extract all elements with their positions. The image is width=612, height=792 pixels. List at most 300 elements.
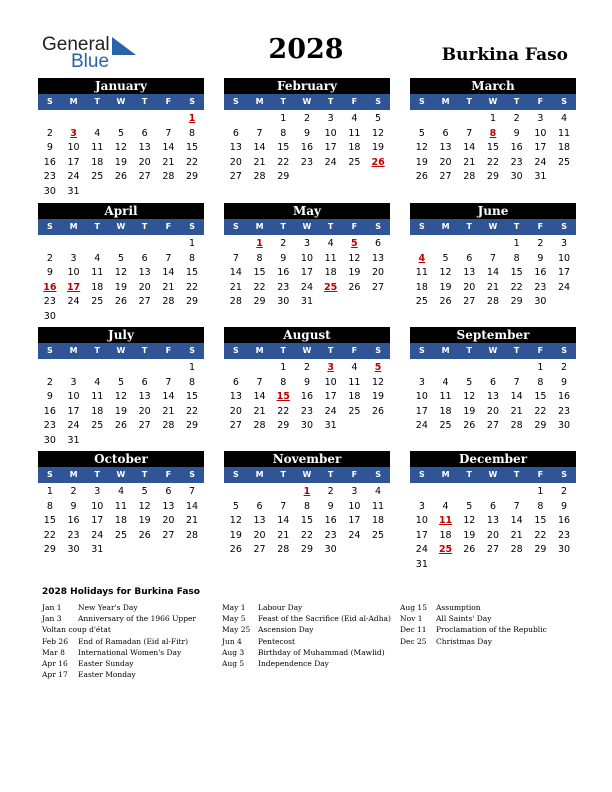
logo-text-blue: Blue	[71, 51, 110, 72]
day-cell: 18	[558, 142, 571, 153]
empty-cell	[133, 112, 157, 127]
day-cell: 28	[162, 420, 175, 431]
day-grid	[38, 361, 204, 448]
day-cell: 23	[67, 529, 80, 541]
day-cell: 6	[141, 127, 148, 139]
day-cell: 1	[280, 362, 287, 373]
holiday-day-cell: 4	[418, 252, 426, 264]
day-cell: 7	[165, 252, 172, 264]
day-cell: 19	[114, 281, 127, 293]
holiday-item	[222, 602, 391, 613]
day-cell: 26	[348, 281, 361, 293]
weekday-label: T	[327, 470, 334, 479]
empty-cell	[410, 237, 434, 252]
holiday-column	[400, 602, 547, 647]
day-cell: 26	[114, 420, 127, 431]
day-cell: 1	[189, 238, 196, 249]
day-cell: 13	[486, 515, 499, 526]
weekday-header	[410, 343, 576, 359]
day-cell: 11	[348, 376, 361, 388]
day-cell: 20	[138, 281, 151, 293]
day-cell: 26	[439, 296, 452, 307]
weekday-label: T	[280, 470, 286, 479]
weekday-label: M	[441, 222, 450, 231]
day-cell: 2	[561, 362, 568, 373]
day-cell: 21	[253, 405, 266, 417]
holiday-name: All Saints' Day	[436, 614, 492, 624]
holiday-item	[222, 636, 391, 647]
day-cell: 29	[510, 296, 523, 307]
day-cell: 21	[253, 156, 266, 168]
day-cell: 1	[46, 486, 53, 497]
day-cell: 9	[280, 252, 287, 264]
day-cell: 9	[70, 500, 77, 512]
weekday-label: T	[327, 346, 334, 355]
day-cell: 11	[91, 267, 104, 278]
day-cell: 10	[67, 391, 80, 402]
holiday-day-cell: 15	[276, 391, 290, 402]
month-august	[224, 327, 390, 434]
day-cell: 27	[372, 281, 385, 293]
weekday-label: W	[488, 346, 498, 355]
day-cell: 18	[439, 529, 452, 541]
day-cell: 22	[510, 281, 523, 293]
day-cell: 20	[229, 156, 242, 168]
weekday-label: S	[189, 470, 195, 479]
day-cell: 22	[253, 281, 266, 293]
day-cell: 28	[253, 420, 266, 431]
day-cell: 17	[67, 156, 80, 168]
holiday-name: Proclamation of the Republic	[436, 625, 547, 635]
weekday-label: M	[441, 346, 450, 355]
weekday-label: T	[466, 97, 472, 106]
weekday-label: T	[280, 222, 286, 231]
day-cell: 18	[91, 156, 104, 168]
weekday-label: M	[441, 470, 450, 479]
day-cell: 13	[162, 500, 175, 512]
day-cell: 4	[94, 376, 101, 388]
day-cell: 12	[439, 267, 452, 278]
day-cell: 11	[91, 391, 104, 402]
month-title: June	[410, 203, 576, 219]
day-cell: 10	[534, 127, 547, 139]
day-cell: 12	[114, 267, 127, 278]
weekday-label: S	[189, 346, 195, 355]
day-cell: 10	[324, 127, 337, 139]
weekday-label: S	[46, 222, 53, 231]
day-cell: 20	[138, 156, 151, 168]
day-cell: 16	[300, 391, 313, 402]
day-cell: 28	[510, 420, 523, 431]
day-cell: 9	[303, 376, 310, 388]
empty-cell	[109, 112, 133, 127]
weekday-label: W	[116, 97, 126, 106]
day-cell: 13	[229, 391, 242, 402]
day-cell: 6	[232, 127, 239, 139]
empty-cell	[224, 112, 248, 127]
day-cell: 17	[67, 405, 80, 417]
day-cell: 20	[229, 405, 242, 417]
weekday-label: W	[116, 470, 126, 479]
month-title: December	[410, 451, 576, 467]
day-cell: 18	[415, 281, 428, 293]
empty-cell	[109, 361, 133, 376]
empty-cell	[410, 112, 434, 127]
day-cell: 9	[537, 252, 544, 264]
day-cell: 3	[327, 113, 334, 124]
day-cell: 15	[253, 267, 266, 278]
weekday-label: T	[513, 222, 520, 231]
day-cell: 26	[372, 405, 385, 417]
day-cell: 14	[186, 500, 199, 512]
day-cell: 30	[558, 420, 571, 431]
weekday-label: S	[375, 97, 381, 106]
day-cell: 10	[415, 515, 428, 526]
holiday-name: Ascension Day	[258, 625, 314, 635]
day-cell: 27	[486, 420, 499, 431]
day-cell: 4	[327, 238, 334, 249]
empty-cell	[457, 485, 481, 500]
day-cell: 27	[138, 296, 151, 307]
day-cell: 22	[486, 156, 499, 168]
weekday-label: S	[561, 346, 567, 355]
holiday-name: Feast of the Sacrifice (Eid al-Adha)	[258, 614, 391, 624]
holiday-day-cell: 1	[303, 486, 311, 497]
day-cell: 6	[141, 376, 148, 388]
holiday-day-cell: 26	[371, 156, 385, 168]
day-cell: 25	[348, 405, 361, 417]
day-cell: 22	[534, 529, 547, 541]
day-cell: 1	[537, 486, 544, 497]
day-cell: 28	[486, 296, 499, 307]
month-october	[38, 451, 204, 558]
day-cell: 28	[229, 296, 242, 307]
day-cell: 8	[303, 500, 310, 512]
day-cell: 23	[558, 405, 571, 417]
day-cell: 21	[162, 405, 175, 417]
day-cell: 7	[165, 376, 172, 388]
holiday-day-cell: 3	[70, 127, 77, 139]
day-cell: 16	[300, 142, 313, 153]
weekday-label: M	[69, 97, 78, 106]
weekday-label: W	[116, 346, 126, 355]
weekday-label: T	[141, 222, 148, 231]
day-cell: 29	[186, 171, 199, 182]
day-cell: 3	[70, 376, 77, 388]
day-cell: 15	[186, 142, 199, 153]
weekday-label: F	[351, 470, 358, 479]
empty-cell	[38, 237, 62, 252]
day-cell: 28	[463, 171, 476, 182]
day-cell: 22	[277, 156, 290, 168]
empty-cell	[481, 485, 505, 500]
weekday-label: S	[561, 97, 567, 106]
day-cell: 13	[372, 252, 385, 264]
day-cell: 25	[348, 156, 361, 168]
day-cell: 3	[561, 238, 568, 249]
weekday-label: F	[351, 222, 358, 231]
day-cell: 9	[46, 142, 53, 153]
day-cell: 21	[162, 156, 175, 168]
holiday-day-cell: 5	[351, 238, 358, 249]
month-title: January	[38, 78, 204, 94]
holiday-name: Christmas Day	[436, 636, 492, 646]
day-cell: 15	[534, 391, 547, 402]
holiday-date: Mar 8	[42, 647, 65, 657]
day-cell: 12	[114, 142, 127, 153]
weekday-label: T	[94, 470, 100, 479]
day-grid	[224, 237, 390, 310]
month-july	[38, 327, 204, 448]
holiday-day-cell: 1	[188, 113, 196, 124]
month-title: November	[224, 451, 390, 467]
day-cell: 20	[486, 405, 499, 417]
day-cell: 17	[91, 515, 104, 526]
day-cell: 6	[256, 500, 263, 512]
day-cell: 13	[138, 142, 151, 153]
day-cell: 2	[513, 113, 520, 124]
day-cell: 12	[415, 142, 428, 153]
weekday-label: S	[418, 346, 425, 355]
day-cell: 8	[46, 500, 53, 512]
day-cell: 24	[348, 529, 361, 541]
holiday-day-cell: 17	[66, 281, 81, 293]
country-name: Burkina Faso	[441, 45, 568, 65]
month-title: April	[38, 203, 204, 219]
empty-cell	[457, 237, 481, 252]
day-cell: 21	[510, 529, 523, 541]
day-cell: 15	[186, 391, 199, 402]
day-cell: 21	[229, 281, 242, 293]
day-cell: 11	[415, 267, 428, 278]
weekday-label: W	[302, 470, 312, 479]
day-cell: 29	[534, 420, 547, 431]
month-january	[38, 78, 204, 199]
day-cell: 22	[277, 405, 290, 417]
holiday-date: Aug 3	[222, 647, 245, 657]
day-cell: 25	[415, 296, 428, 307]
weekday-label: S	[46, 346, 53, 355]
day-cell: 18	[91, 405, 104, 417]
weekday-header	[38, 219, 204, 235]
weekday-label: S	[46, 97, 53, 106]
day-cell: 8	[537, 376, 544, 388]
day-cell: 17	[348, 515, 361, 526]
day-cell: 31	[415, 558, 428, 570]
day-cell: 13	[138, 267, 151, 278]
holiday-name: Easter Sunday	[78, 658, 134, 668]
day-cell: 6	[141, 252, 148, 264]
day-cell: 6	[442, 127, 449, 139]
day-cell: 9	[513, 127, 520, 139]
day-cell: 23	[300, 405, 313, 417]
holiday-day-cell: 8	[489, 127, 497, 139]
holiday-name: Independence Day	[258, 658, 329, 668]
day-cell: 23	[324, 529, 337, 541]
weekday-header	[38, 467, 204, 483]
holiday-item	[42, 624, 196, 635]
day-cell: 15	[300, 515, 313, 526]
day-cell: 4	[442, 376, 449, 388]
day-cell: 23	[534, 281, 547, 293]
holiday-date: Jan 1	[42, 603, 62, 612]
day-cell: 21	[463, 156, 476, 168]
holiday-date: May 5	[222, 614, 246, 624]
weekday-label: M	[255, 470, 264, 479]
day-cell: 27	[138, 171, 151, 182]
day-cell: 23	[300, 156, 313, 168]
weekday-header	[38, 94, 204, 110]
empty-cell	[434, 237, 458, 252]
weekday-label: T	[280, 97, 286, 106]
day-cell: 18	[439, 405, 452, 417]
holiday-name: International Women's Day	[78, 647, 182, 657]
day-cell: 18	[91, 281, 104, 293]
empty-cell	[410, 361, 434, 376]
day-cell: 14	[277, 515, 290, 526]
weekday-label: F	[537, 97, 544, 106]
day-cell: 7	[189, 486, 196, 497]
day-cell: 14	[162, 267, 175, 278]
day-cell: 1	[489, 113, 496, 124]
day-cell: 5	[375, 113, 382, 124]
day-cell: 30	[534, 296, 547, 307]
day-cell: 2	[303, 362, 310, 373]
day-cell: 17	[324, 391, 337, 402]
day-cell: 2	[561, 486, 568, 497]
day-cell: 10	[415, 391, 428, 402]
day-cell: 18	[372, 515, 385, 526]
holiday-date: Aug 5	[222, 658, 245, 668]
day-cell: 27	[138, 420, 151, 431]
weekday-label: S	[232, 222, 239, 231]
empty-cell	[271, 485, 295, 500]
day-cell: 8	[280, 376, 287, 388]
weekday-header	[410, 467, 576, 483]
day-cell: 31	[324, 420, 337, 431]
day-cell: 12	[348, 252, 361, 264]
day-cell: 29	[186, 296, 199, 307]
month-title: July	[38, 327, 204, 343]
day-cell: 8	[189, 127, 196, 139]
day-cell: 24	[324, 156, 337, 168]
day-cell: 25	[114, 529, 127, 541]
empty-cell	[248, 112, 272, 127]
day-cell: 5	[141, 486, 148, 497]
day-cell: 20	[253, 529, 266, 541]
empty-cell	[157, 361, 181, 376]
day-cell: 15	[43, 515, 56, 526]
day-cell: 26	[229, 544, 242, 555]
holiday-item	[222, 647, 391, 658]
day-cell: 28	[277, 544, 290, 555]
day-cell: 30	[300, 420, 313, 431]
holiday-date: Jun 4	[222, 636, 242, 646]
empty-cell	[434, 112, 458, 127]
day-cell: 28	[162, 171, 175, 182]
day-cell: 6	[375, 238, 382, 249]
weekday-label: F	[165, 470, 172, 479]
month-title: May	[224, 203, 390, 219]
day-cell: 19	[463, 529, 476, 541]
holiday-date: Feb 26	[42, 636, 68, 646]
day-cell: 3	[537, 113, 544, 124]
weekday-label: S	[418, 470, 425, 479]
day-cell: 4	[94, 127, 101, 139]
holiday-day-cell: 25	[324, 281, 338, 293]
day-cell: 18	[348, 142, 361, 153]
holiday-name: Assumption	[436, 603, 481, 612]
empty-cell	[457, 112, 481, 127]
day-cell: 23	[558, 529, 571, 541]
day-cell: 11	[91, 142, 104, 153]
holiday-date: Jan 3	[42, 614, 62, 624]
day-cell: 26	[415, 171, 428, 182]
day-grid	[38, 112, 204, 199]
day-cell: 25	[91, 420, 104, 431]
day-cell: 4	[117, 486, 124, 497]
day-cell: 12	[463, 515, 476, 526]
weekday-header	[224, 343, 390, 359]
day-cell: 29	[253, 296, 266, 307]
holiday-date: Apr 17	[42, 670, 68, 680]
day-cell: 19	[372, 391, 385, 402]
day-cell: 24	[558, 281, 571, 293]
day-cell: 13	[463, 267, 476, 278]
day-cell: 12	[114, 391, 127, 402]
day-cell: 27	[486, 544, 499, 555]
weekday-label: M	[69, 470, 78, 479]
day-grid	[410, 485, 576, 572]
day-cell: 17	[324, 142, 337, 153]
weekday-label: T	[141, 346, 148, 355]
holiday-date: Apr 16	[42, 658, 68, 668]
holiday-name: Voltan coup d'état	[42, 625, 111, 635]
holiday-item	[42, 602, 196, 613]
day-cell: 23	[43, 171, 56, 182]
day-cell: 15	[510, 267, 523, 278]
weekday-label: M	[69, 346, 78, 355]
day-cell: 6	[232, 376, 239, 388]
day-grid	[224, 485, 390, 558]
day-cell: 7	[489, 252, 496, 264]
day-cell: 19	[114, 405, 127, 417]
weekday-label: S	[561, 222, 567, 231]
day-cell: 14	[162, 391, 175, 402]
day-cell: 1	[189, 362, 196, 373]
empty-cell	[434, 485, 458, 500]
day-cell: 24	[67, 171, 80, 182]
day-cell: 29	[43, 544, 56, 555]
day-cell: 3	[70, 252, 77, 264]
empty-cell	[505, 361, 529, 376]
weekday-header	[224, 467, 390, 483]
day-cell: 5	[117, 252, 124, 264]
day-cell: 18	[114, 515, 127, 526]
day-cell: 25	[91, 296, 104, 307]
day-cell: 24	[534, 156, 547, 168]
day-cell: 19	[439, 281, 452, 293]
month-december	[410, 451, 576, 572]
calendar-year: 2028	[268, 34, 344, 65]
day-cell: 24	[67, 296, 80, 307]
weekday-label: W	[488, 97, 498, 106]
weekday-label: T	[327, 222, 334, 231]
weekday-label: W	[302, 97, 312, 106]
weekday-label: F	[165, 346, 172, 355]
month-february	[224, 78, 390, 185]
day-cell: 22	[43, 529, 56, 541]
